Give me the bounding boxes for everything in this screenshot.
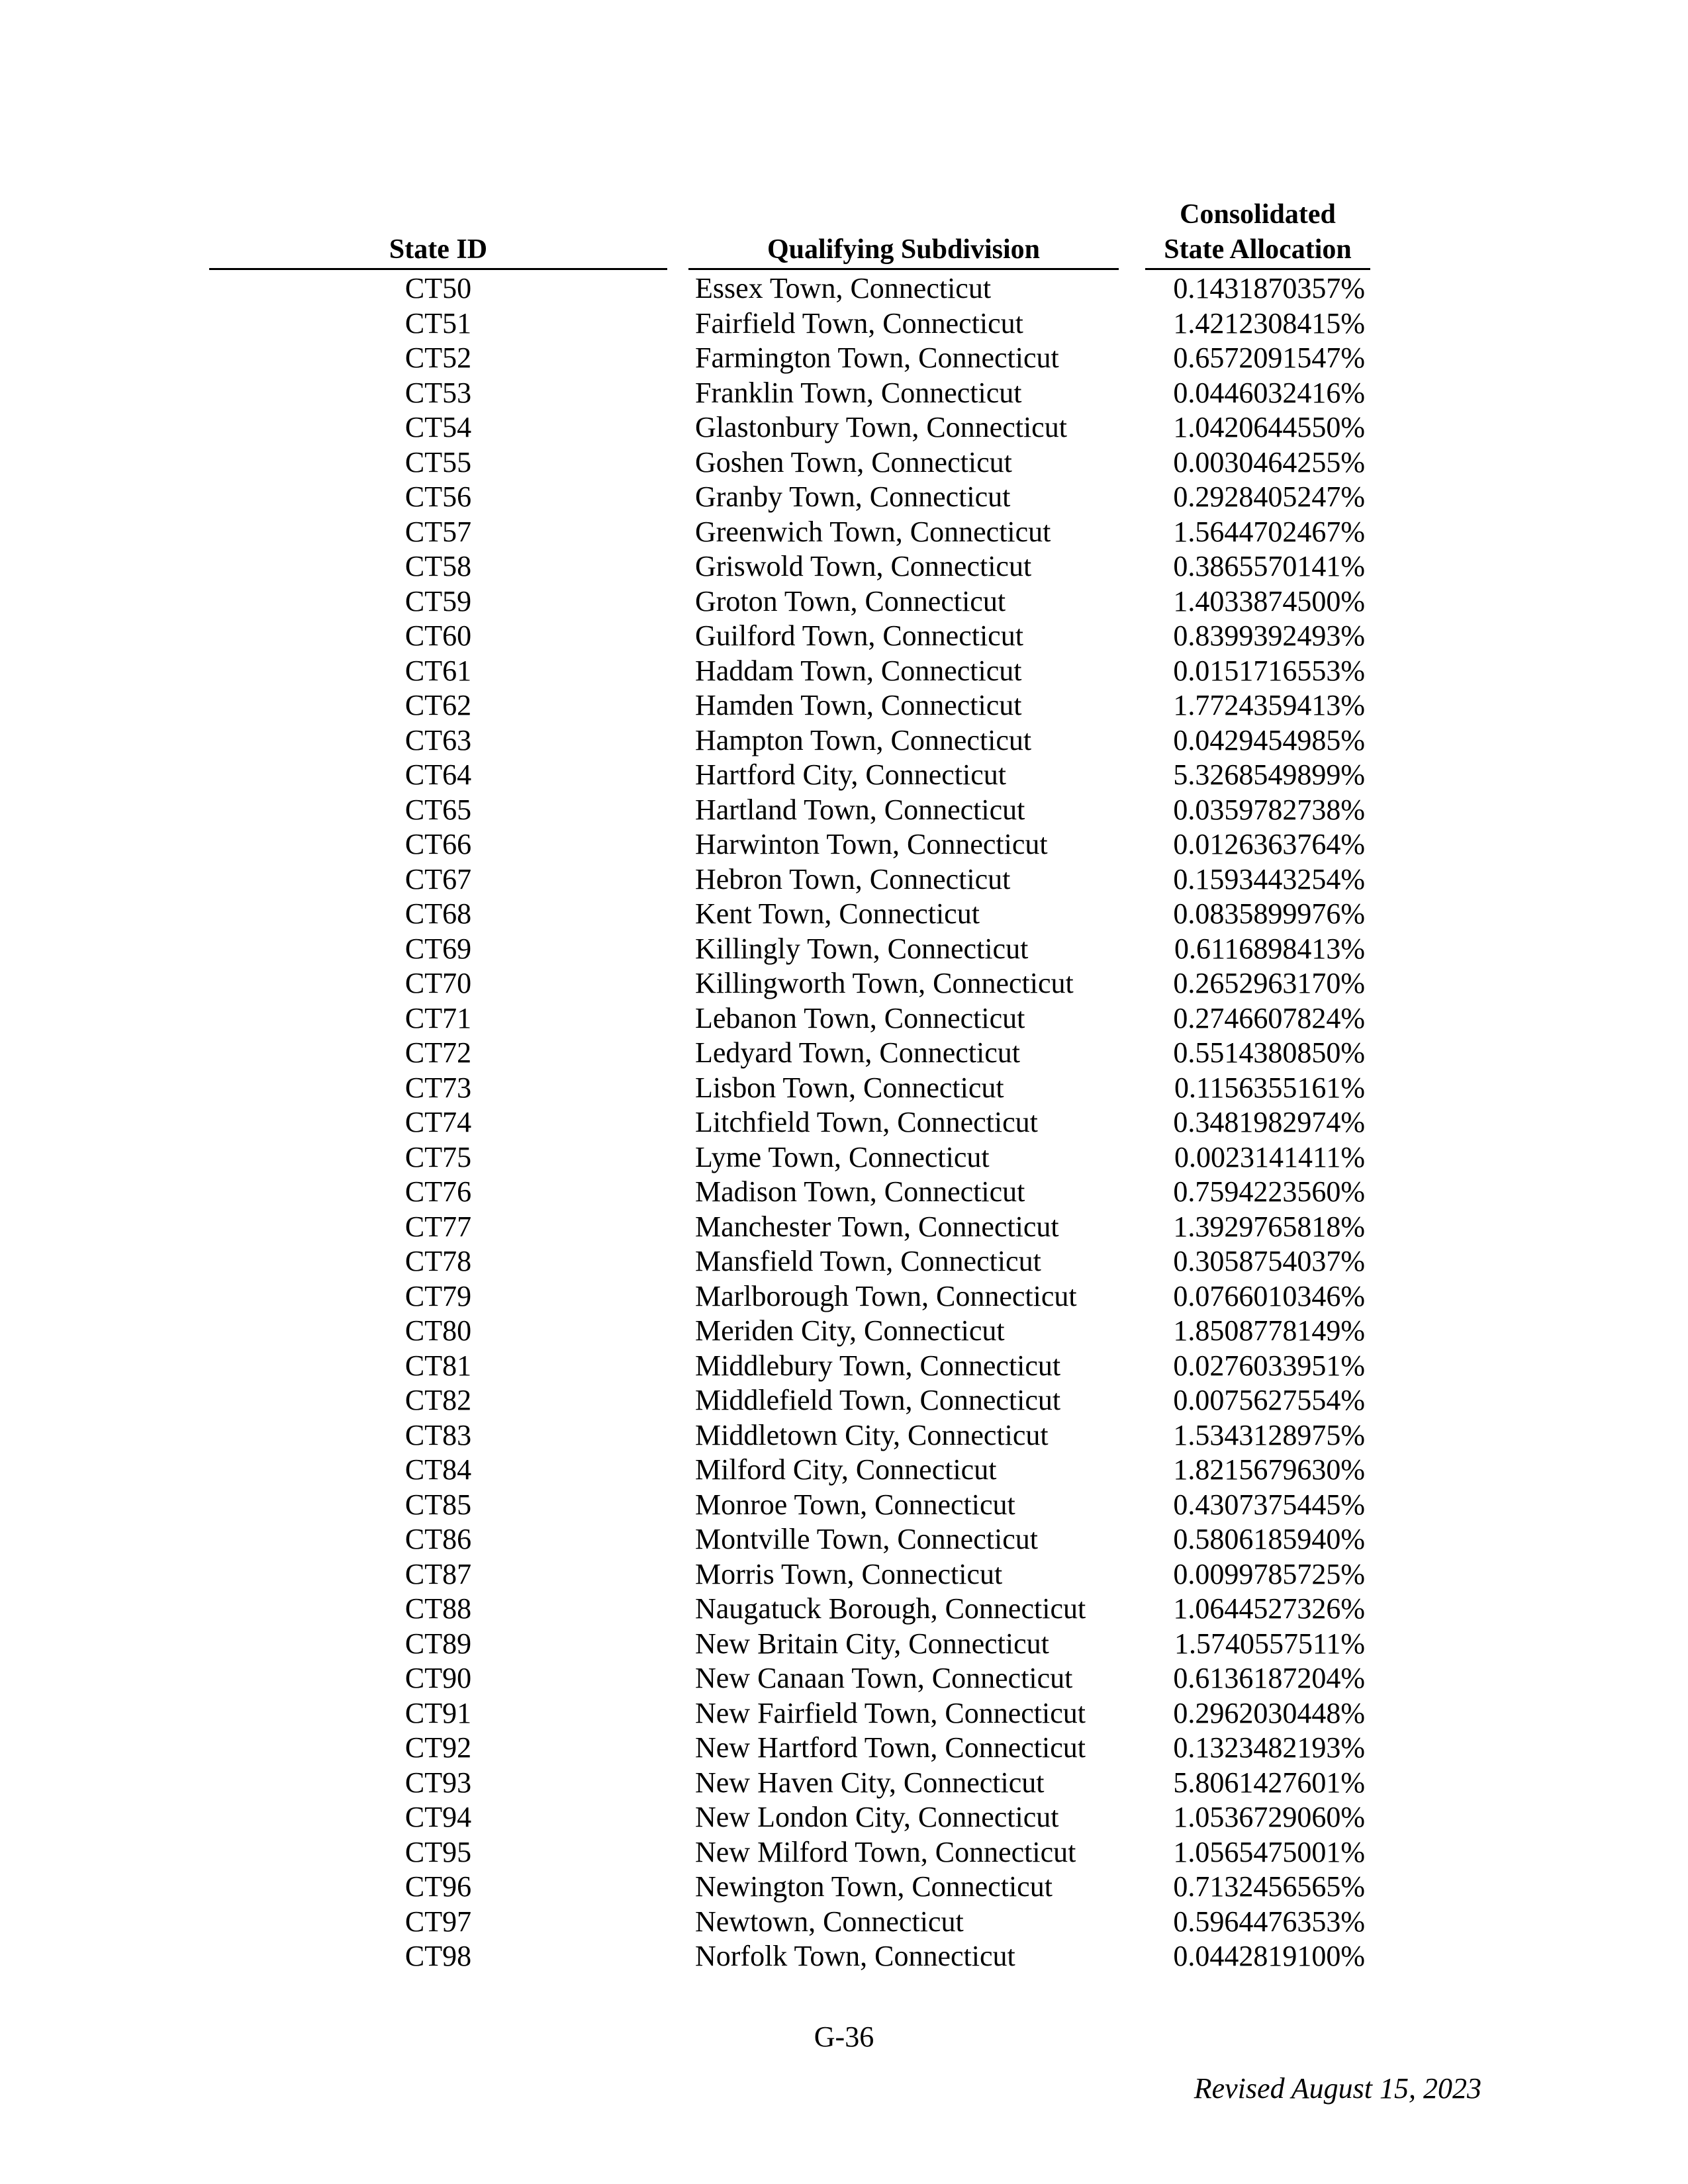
subdivision-cell: Harwinton Town, Connecticut [695, 828, 1048, 860]
table-row [0, 1244, 1688, 1279]
subdivision-cell: New Hartford Town, Connecticut [695, 1731, 1086, 1764]
subdivision-cell: Kent Town, Connecticut [695, 897, 980, 930]
table-row [0, 1939, 1688, 1974]
allocation-cell: 0.0126363764% [1173, 828, 1365, 860]
state-id-cell: CT93 [404, 1766, 472, 1799]
allocation-cell: 0.0442819100% [1173, 1940, 1365, 1972]
allocation-cell: 0.2746607824% [1173, 1001, 1365, 1034]
allocation-cell: 1.8215679630% [1173, 1453, 1365, 1486]
allocation-cell: 1.0565475001% [1173, 1835, 1365, 1868]
state-id-cell: CT97 [404, 1905, 472, 1938]
allocation-cell: 0.8399392493% [1173, 619, 1365, 652]
allocation-cell: 0.7594223560% [1173, 1175, 1365, 1208]
subdivision-cell: New Milford Town, Connecticut [695, 1835, 1076, 1868]
subdivision-cell: Mansfield Town, Connecticut [695, 1245, 1041, 1277]
state-id-cell: CT50 [404, 272, 472, 304]
table-row [0, 410, 1688, 445]
state-id-cell: CT53 [404, 376, 472, 409]
state-id-cell: CT61 [404, 654, 472, 687]
table-row [0, 1627, 1688, 1662]
allocation-cell: 1.0644527326% [1173, 1592, 1365, 1625]
allocation-cell: 0.5964476353% [1173, 1905, 1365, 1938]
table-row [0, 341, 1688, 376]
table-row [0, 1314, 1688, 1349]
state-id-cell: CT54 [404, 411, 472, 443]
state-id-cell: CT67 [404, 862, 472, 895]
table-row [0, 1731, 1688, 1766]
subdivision-cell: Litchfield Town, Connecticut [695, 1106, 1038, 1138]
allocation-cell: 0.3058754037% [1173, 1245, 1365, 1277]
subdivision-cell: Middlebury Town, Connecticut [695, 1349, 1061, 1382]
subdivision-cell: Lyme Town, Connecticut [695, 1140, 990, 1173]
subdivision-cell: Naugatuck Borough, Connecticut [695, 1592, 1086, 1625]
subdivision-cell: New Canaan Town, Connecticut [695, 1662, 1073, 1694]
state-id-cell: CT52 [404, 341, 472, 374]
table-row [0, 271, 1688, 306]
allocation-cell: 0.3865570141% [1173, 550, 1365, 582]
table-row [0, 654, 1688, 689]
state-id-cell: CT71 [404, 1001, 472, 1034]
allocation-cell: 0.0429454985% [1173, 723, 1365, 756]
subdivision-cell: Granby Town, Connecticut [695, 480, 1011, 513]
subdivision-cell: Franklin Town, Connecticut [695, 376, 1022, 409]
table-row [0, 688, 1688, 723]
state-id-cell: CT80 [404, 1314, 472, 1347]
state-id-cell: CT88 [404, 1592, 472, 1625]
subdivision-cell: Montville Town, Connecticut [695, 1523, 1038, 1555]
allocation-cell: 1.5343128975% [1173, 1418, 1365, 1451]
subdivision-cell: Newington Town, Connecticut [695, 1870, 1053, 1903]
allocation-cell: 1.8508778149% [1173, 1314, 1365, 1347]
state-id-cell: CT89 [404, 1627, 472, 1660]
state-id-cell: CT75 [404, 1140, 472, 1173]
allocation-cell: 0.2652963170% [1173, 967, 1365, 999]
allocation-cell: 0.6116898413% [1174, 932, 1365, 965]
table-row [0, 619, 1688, 654]
allocation-cell: 0.6136187204% [1173, 1662, 1365, 1694]
subdivision-cell: Griswold Town, Connecticut [695, 550, 1032, 582]
state-id-cell: CT78 [404, 1245, 472, 1277]
subdivision-cell: Manchester Town, Connecticut [695, 1210, 1059, 1243]
state-id-cell: CT66 [404, 828, 472, 860]
subdivision-cell: Milford City, Connecticut [695, 1453, 997, 1486]
table-row [0, 1175, 1688, 1210]
state-id-cell: CT79 [404, 1279, 472, 1312]
table-row [0, 306, 1688, 341]
table-row [0, 445, 1688, 480]
subdivision-cell: New Haven City, Connecticut [695, 1766, 1045, 1799]
table-row [0, 1036, 1688, 1071]
header-rule-state-id [209, 268, 667, 270]
allocation-cell: 1.4212308415% [1173, 306, 1365, 340]
subdivision-cell: Hampton Town, Connecticut [695, 723, 1032, 756]
state-id-cell: CT92 [404, 1731, 472, 1764]
subdivision-cell: Lebanon Town, Connecticut [695, 1001, 1025, 1034]
subdivision-cell: Hebron Town, Connecticut [695, 862, 1011, 895]
allocation-cell: 0.0835899976% [1173, 897, 1365, 930]
subdivision-cell: New London City, Connecticut [695, 1801, 1059, 1833]
table-row [0, 1140, 1688, 1175]
column-header-subdivision: Qualifying Subdivision [767, 234, 1041, 265]
table-row [0, 1105, 1688, 1140]
allocation-cell: 0.0030464255% [1173, 445, 1365, 478]
subdivision-cell: Meriden City, Connecticut [695, 1314, 1005, 1347]
subdivision-cell: Middlefield Town, Connecticut [695, 1384, 1061, 1416]
table-row [0, 1383, 1688, 1418]
subdivision-cell: Morris Town, Connecticut [695, 1557, 1003, 1590]
column-header-allocation-line2: State Allocation [1164, 234, 1352, 265]
state-id-cell: CT94 [404, 1801, 472, 1833]
state-id-cell: CT65 [404, 793, 472, 826]
table-row [0, 932, 1688, 967]
state-id-cell: CT73 [404, 1071, 472, 1104]
allocation-cell: 1.7724359413% [1173, 689, 1365, 721]
table-row [0, 1522, 1688, 1557]
subdivision-cell: Monroe Town, Connecticut [695, 1488, 1015, 1521]
subdivision-cell: Essex Town, Connecticut [695, 272, 992, 304]
state-id-cell: CT85 [404, 1488, 472, 1521]
allocation-cell: 0.0151716553% [1173, 654, 1365, 687]
allocation-cell: 5.8061427601% [1173, 1766, 1365, 1799]
table-row [0, 1279, 1688, 1314]
allocation-cell: 0.1593443254% [1173, 862, 1365, 895]
allocation-table-body [0, 271, 1688, 1974]
subdivision-cell: Madison Town, Connecticut [695, 1175, 1025, 1208]
allocation-cell: 5.3268549899% [1173, 758, 1365, 791]
table-row [0, 376, 1688, 411]
allocation-cell: 0.0446032416% [1173, 376, 1365, 409]
table-row [0, 897, 1688, 932]
state-id-cell: CT57 [404, 515, 472, 548]
allocation-cell: 0.3481982974% [1173, 1106, 1365, 1138]
table-row [0, 1696, 1688, 1731]
table-row [0, 1349, 1688, 1384]
allocation-cell: 0.0023141411% [1174, 1140, 1365, 1173]
subdivision-cell: Killingworth Town, Connecticut [695, 967, 1074, 999]
allocation-cell: 0.4307375445% [1173, 1488, 1365, 1521]
state-id-cell: CT63 [404, 723, 472, 756]
state-id-cell: CT95 [404, 1835, 472, 1868]
subdivision-cell: Guilford Town, Connecticut [695, 619, 1023, 652]
allocation-cell: 0.0099785725% [1173, 1557, 1365, 1590]
header-rule-allocation [1145, 268, 1370, 270]
allocation-cell: 0.6572091547% [1173, 341, 1365, 374]
state-id-cell: CT83 [404, 1418, 472, 1451]
subdivision-cell: Norfolk Town, Connecticut [695, 1940, 1015, 1972]
subdivision-cell: New Fairfield Town, Connecticut [695, 1696, 1086, 1729]
allocation-cell: 0.5806185940% [1173, 1523, 1365, 1555]
table-row [0, 723, 1688, 758]
table-row [0, 549, 1688, 584]
table-row [0, 1592, 1688, 1627]
table-row [0, 862, 1688, 897]
table-row [0, 1210, 1688, 1245]
allocation-cell: 0.7132456565% [1173, 1870, 1365, 1903]
state-id-cell: CT59 [404, 584, 472, 617]
subdivision-cell: Newtown, Connecticut [695, 1905, 964, 1938]
allocation-cell: 0.1156355161% [1174, 1071, 1365, 1104]
revision-date: Revised August 15, 2023 [1194, 2072, 1481, 2105]
subdivision-cell: Groton Town, Connecticut [695, 584, 1006, 617]
subdivision-cell: Hamden Town, Connecticut [695, 689, 1022, 721]
allocation-cell: 1.0536729060% [1173, 1801, 1365, 1833]
subdivision-cell: Glastonbury Town, Connecticut [695, 411, 1067, 443]
subdivision-cell: Hartland Town, Connecticut [695, 793, 1025, 826]
state-id-cell: CT62 [404, 689, 472, 721]
table-row [0, 1661, 1688, 1696]
allocation-cell: 0.0766010346% [1173, 1279, 1365, 1312]
state-id-cell: CT84 [404, 1453, 472, 1486]
subdivision-cell: Middletown City, Connecticut [695, 1418, 1049, 1451]
table-row [0, 1071, 1688, 1106]
allocation-cell: 1.5644702467% [1173, 515, 1365, 548]
state-id-cell: CT98 [404, 1940, 472, 1972]
table-row [0, 1453, 1688, 1488]
state-id-cell: CT81 [404, 1349, 472, 1382]
state-id-cell: CT70 [404, 967, 472, 999]
state-id-cell: CT68 [404, 897, 472, 930]
allocation-cell: 1.5740557511% [1174, 1627, 1365, 1660]
table-row [0, 966, 1688, 1001]
subdivision-cell: Marlborough Town, Connecticut [695, 1279, 1077, 1312]
state-id-cell: CT91 [404, 1696, 472, 1729]
allocation-cell: 1.4033874500% [1173, 584, 1365, 617]
state-id-cell: CT51 [404, 306, 472, 340]
state-id-cell: CT82 [404, 1384, 472, 1416]
subdivision-cell: Haddam Town, Connecticut [695, 654, 1022, 687]
subdivision-cell: Greenwich Town, Connecticut [695, 515, 1051, 548]
table-row [0, 515, 1688, 550]
state-id-cell: CT76 [404, 1175, 472, 1208]
table-row [0, 1488, 1688, 1523]
table-row [0, 793, 1688, 828]
state-id-cell: CT60 [404, 619, 472, 652]
state-id-cell: CT58 [404, 550, 472, 582]
allocation-cell: 0.1431870357% [1173, 272, 1365, 304]
subdivision-cell: Lisbon Town, Connecticut [695, 1071, 1004, 1104]
allocation-cell: 0.1323482193% [1173, 1731, 1365, 1764]
allocation-cell: 0.2962030448% [1173, 1696, 1365, 1729]
table-row [0, 758, 1688, 793]
subdivision-cell: Farmington Town, Connecticut [695, 341, 1059, 374]
allocation-cell: 0.0276033951% [1173, 1349, 1365, 1382]
state-id-cell: CT72 [404, 1036, 472, 1069]
state-id-cell: CT96 [404, 1870, 472, 1903]
column-header-state-id: State ID [389, 234, 488, 265]
allocation-cell: 1.0420644550% [1173, 411, 1365, 443]
allocation-cell: 1.3929765818% [1173, 1210, 1365, 1243]
header-rule-subdivision [688, 268, 1119, 270]
allocation-cell: 0.5514380850% [1173, 1036, 1365, 1069]
allocation-cell: 0.0075627554% [1173, 1384, 1365, 1416]
subdivision-cell: New Britain City, Connecticut [695, 1627, 1049, 1660]
table-row [0, 1870, 1688, 1905]
subdivision-cell: Killingly Town, Connecticut [695, 932, 1029, 965]
subdivision-cell: Ledyard Town, Connecticut [695, 1036, 1020, 1069]
state-id-cell: CT55 [404, 445, 472, 478]
table-row [0, 1766, 1688, 1801]
column-header-allocation-line1: Consolidated [1180, 199, 1336, 230]
subdivision-cell: Hartford City, Connecticut [695, 758, 1007, 791]
state-id-cell: CT64 [404, 758, 472, 791]
table-row [0, 1905, 1688, 1940]
subdivision-cell: Goshen Town, Connecticut [695, 445, 1012, 478]
table-row [0, 1835, 1688, 1870]
page-number: G-36 [814, 2021, 874, 2053]
table-row [0, 1800, 1688, 1835]
table-row [0, 827, 1688, 862]
table-row [0, 1418, 1688, 1453]
state-id-cell: CT90 [404, 1662, 472, 1694]
state-id-cell: CT86 [404, 1523, 472, 1555]
table-row [0, 1557, 1688, 1592]
allocation-cell: 0.0359782738% [1173, 793, 1365, 826]
state-id-cell: CT87 [404, 1557, 472, 1590]
table-row [0, 480, 1688, 515]
table-row [0, 584, 1688, 619]
state-id-cell: CT77 [404, 1210, 472, 1243]
state-id-cell: CT56 [404, 480, 472, 513]
state-id-cell: CT74 [404, 1106, 472, 1138]
table-row [0, 1001, 1688, 1036]
state-id-cell: CT69 [404, 932, 472, 965]
subdivision-cell: Fairfield Town, Connecticut [695, 306, 1023, 340]
allocation-cell: 0.2928405247% [1173, 480, 1365, 513]
